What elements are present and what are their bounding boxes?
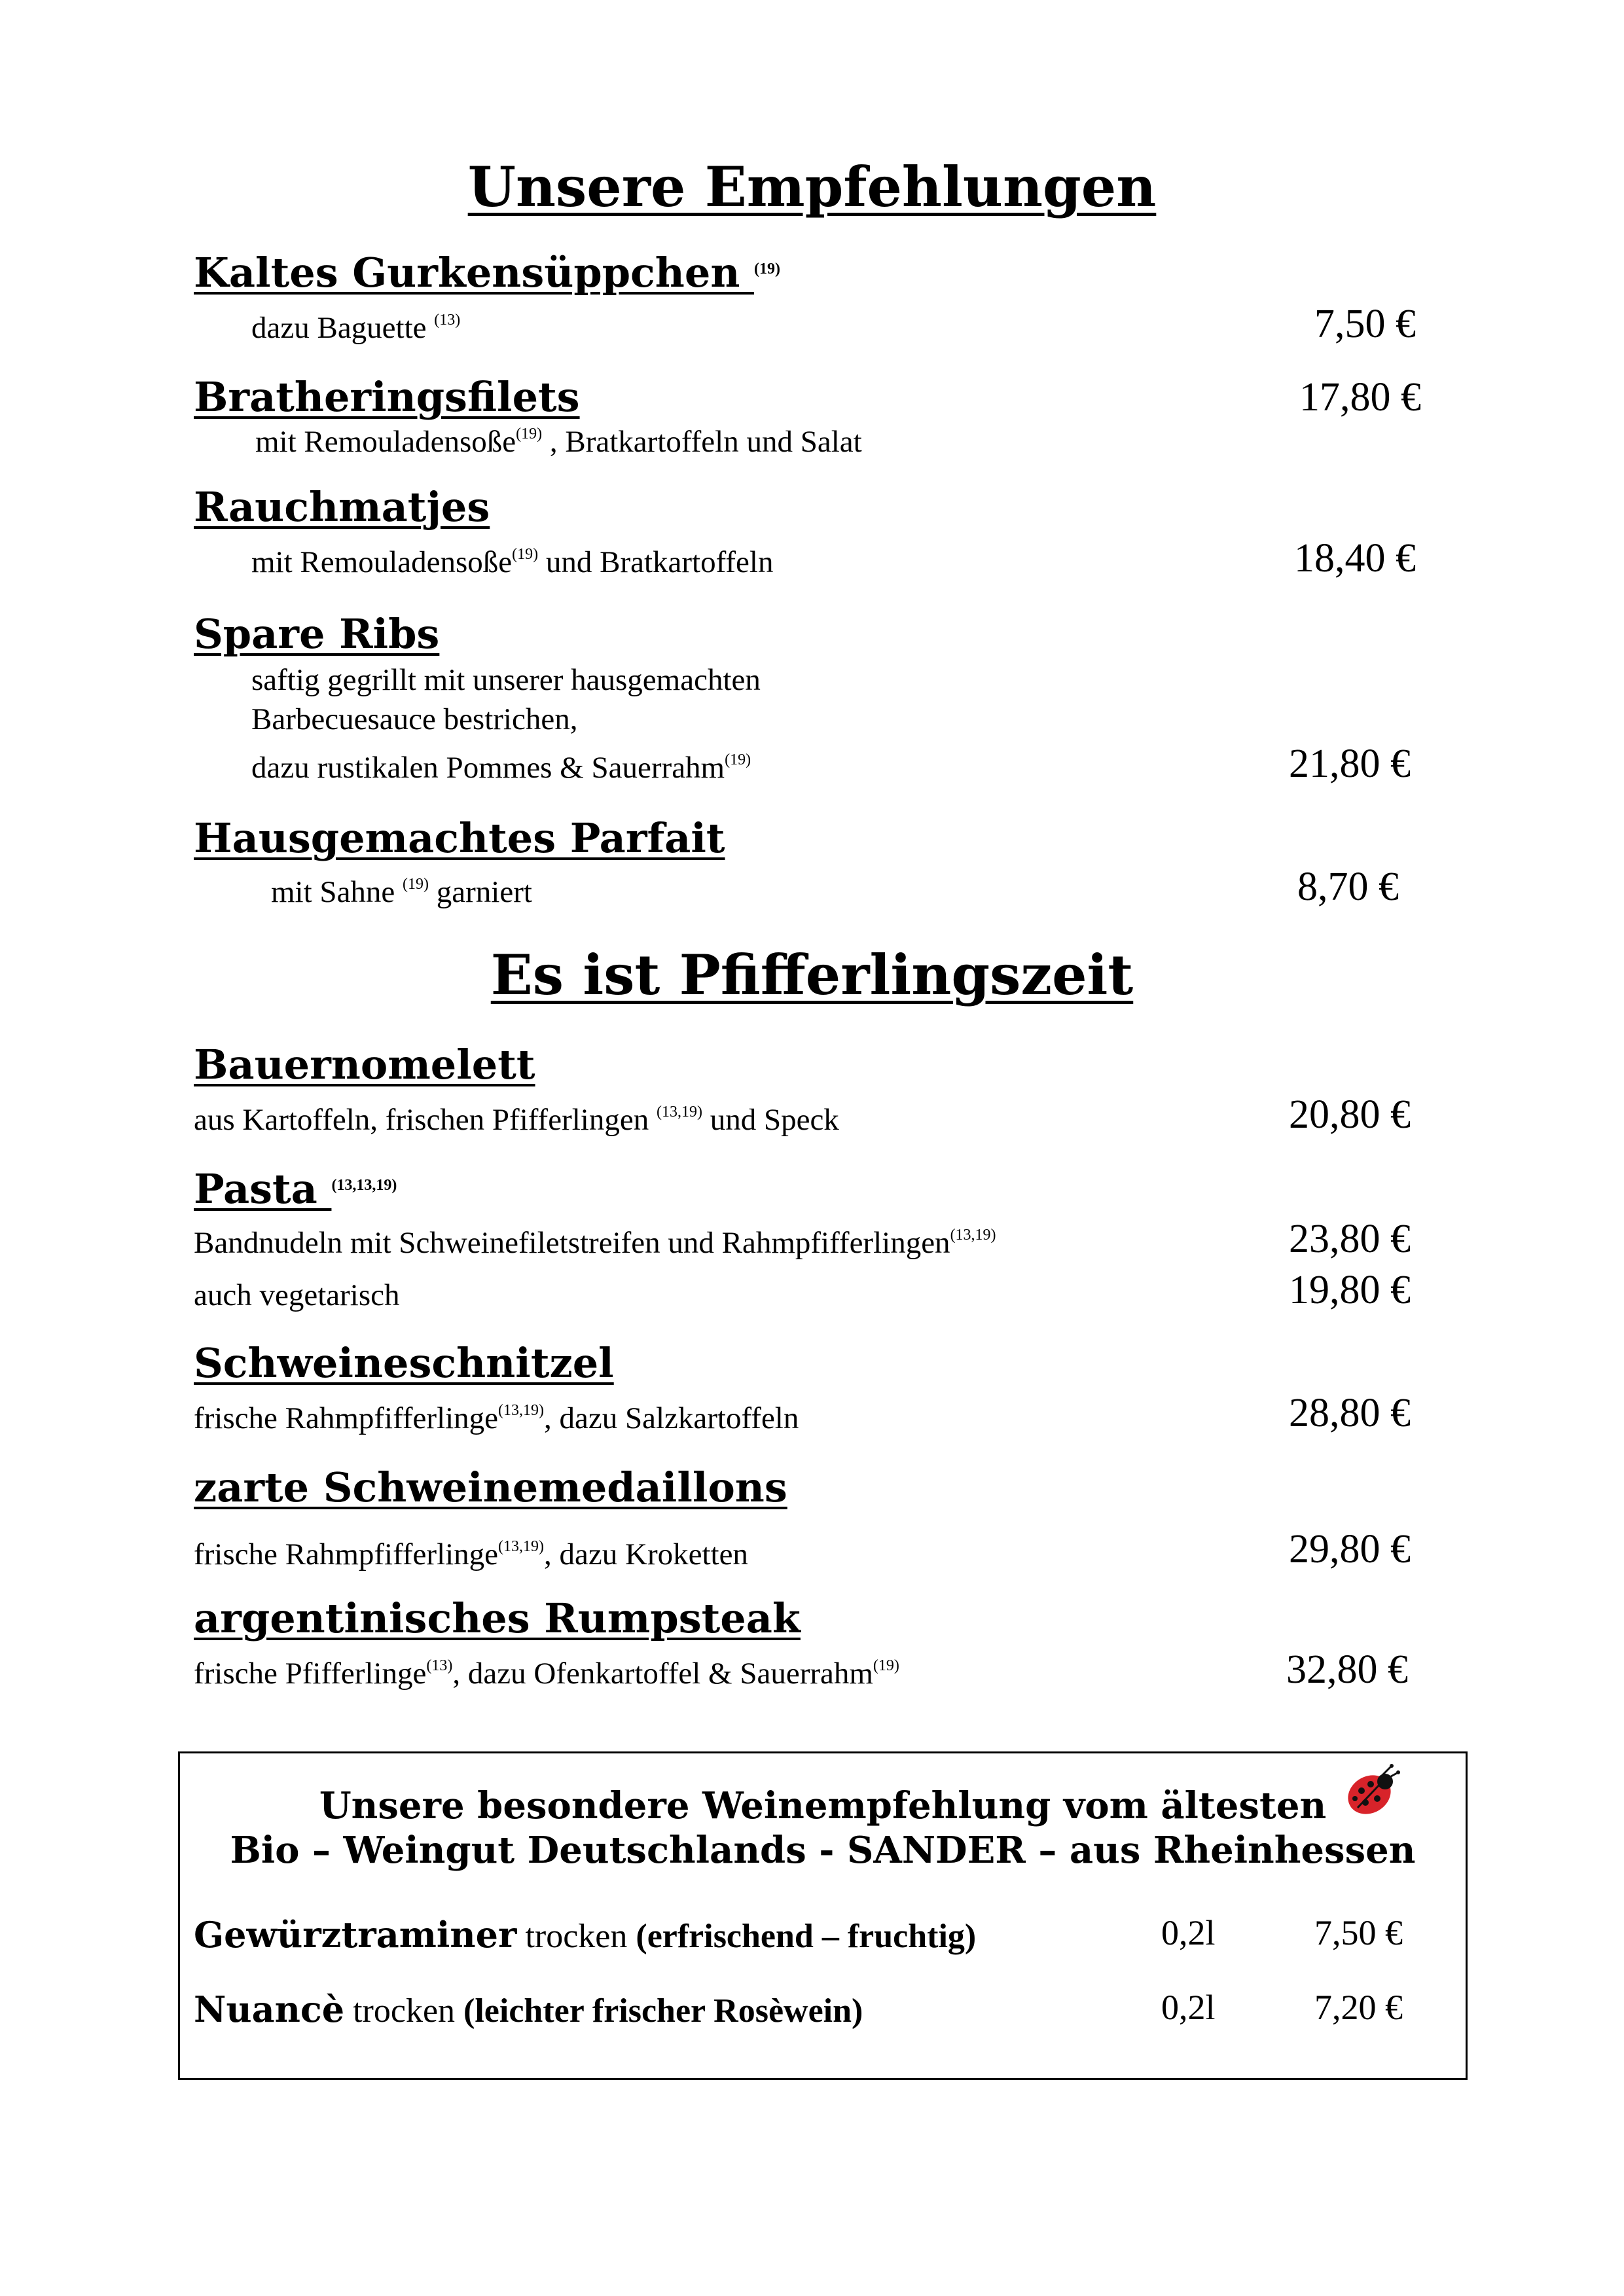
dish-price: 17,80 € — [1299, 375, 1421, 420]
dish-name: Schweineschnitzel — [194, 1339, 614, 1387]
wine-row: Gewürztraminer trocken (erfrischend – fruchtig) — [194, 1914, 977, 1956]
dish-name: Spare Ribs — [194, 610, 440, 658]
dish-price: 20,80 € — [1289, 1092, 1411, 1137]
dish-price: 28,80 € — [1289, 1391, 1411, 1435]
dish-price: 7,50 € — [1314, 302, 1416, 346]
ladybug-icon — [1343, 1762, 1402, 1817]
allergen-note: (13,13,19) — [331, 1177, 397, 1194]
allergen-note: (19) — [753, 260, 780, 278]
dish-description-line: Barbecuesauce bestrichen, — [251, 702, 578, 736]
dish-name: Bratheringsfilets — [194, 373, 580, 421]
wine-price: 7,20 € — [1314, 1988, 1403, 2027]
section-title-pfifferlingszeit: Es ist Pfifferlingszeit — [490, 942, 1134, 1007]
wine-volume: 0,2l — [1161, 1988, 1216, 2027]
dish-description: mit Sahne $^{(19)}$ garniert — [271, 875, 532, 909]
wine-volume: 0,2l — [1161, 1913, 1216, 1952]
dish-description: dazu rustikalen Pommes & Sauerrahm$^{(19)}$ — [251, 751, 751, 785]
dish-description: frische Rahmpfifferlinge$^{(13,19)}$, dazu Salzkartoffeln — [194, 1401, 799, 1435]
dish-name: Hausgemachtes Parfait — [194, 814, 725, 862]
dish-name: Rauchmatjes — [194, 483, 490, 531]
dish-description: Bandnudeln mit Schweinefiletstreifen und Rahmpfifferlingen$^{(13,19)}$ — [194, 1226, 996, 1260]
dish-price: 21,80 € — [1289, 742, 1411, 786]
dish-description: dazu Baguette $^{(13)}$ — [251, 311, 461, 345]
section-title-empfehlungen: Unsere Empfehlungen — [467, 154, 1157, 219]
wine-price: 7,50 € — [1314, 1913, 1403, 1952]
dish-description: aus Kartoffeln, frischen Pfifferlingen $^{(13,19)}$ und Speck — [194, 1103, 839, 1137]
dish-description-line: saftig gegrillt mit unserer hausgemachten — [251, 663, 761, 697]
wine-row: Nuancè trocken (leichter frischer Rosèwein) — [194, 1988, 863, 2030]
dish-price: 23,80 € — [1289, 1217, 1411, 1261]
wine-heading-line1: Unsere besondere Weinempfehlung vom ältesten — [319, 1784, 1327, 1827]
dish-name: argentinisches Rumpsteak — [194, 1594, 801, 1642]
dish-name: Pasta (13,13,19) — [194, 1165, 397, 1213]
dish-price: 8,70 € — [1297, 865, 1399, 909]
dish-price: 32,80 € — [1286, 1647, 1408, 1692]
dish-description: auch vegetarisch — [194, 1278, 400, 1312]
dish-name: zarte Schweinemedaillons — [194, 1463, 787, 1511]
wine-heading-line2: Bio – Weingut Deutschlands - SANDER – aus Rheinhessen — [230, 1829, 1416, 1872]
dish-price: 18,40 € — [1294, 536, 1416, 581]
dish-description: mit Remouladensoße$^{(19)}$ , Bratkartoffeln und Salat — [255, 425, 862, 459]
dish-name: Bauernomelett — [194, 1041, 535, 1088]
dish-description: frische Rahmpfifferlinge$^{(13,19)}$, dazu Kroketten — [194, 1537, 748, 1571]
dish-description: frische Pfifferlinge$^{(13)}$, dazu Ofenkartoffel & Sauerrahm$^{(19)}$ — [194, 1657, 899, 1691]
dish-description: mit Remouladensoße$^{(19)}$ und Bratkartoffeln — [251, 545, 774, 579]
dish-price: 29,80 € — [1289, 1527, 1411, 1571]
dish-name: Kaltes Gurkensüppchen (19) — [194, 249, 780, 296]
dish-price: 19,80 € — [1289, 1268, 1411, 1312]
